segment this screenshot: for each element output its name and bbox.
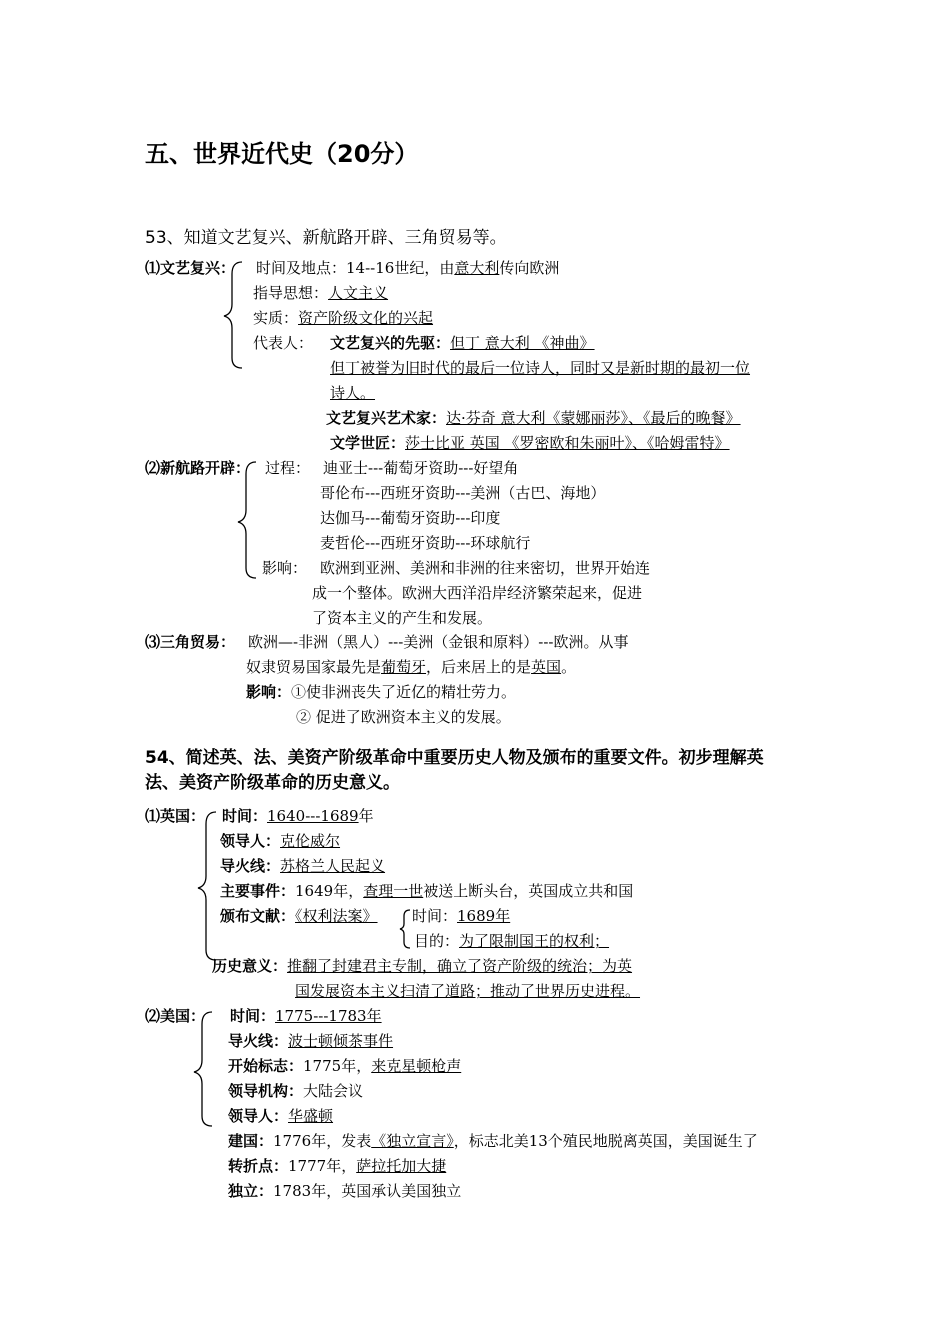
route-impact-2: 成一个整体。欧洲大西洋沿岸经济繁荣起来，促进 (312, 584, 643, 602)
england-leader: 领导人：克伦威尔 (220, 832, 341, 850)
usa-label: ⑵美国： (145, 1007, 206, 1025)
england-doc: 颁布文献：《权利法案》 (220, 907, 378, 925)
england-doc-time: 时间：1689年 (412, 907, 511, 925)
page-title: 五、世界近代史（20分） (145, 140, 419, 168)
renaissance-literature: 文学世匠：莎士比亚 英国 《罗密欧和朱丽叶》、《哈姆雷特》 (330, 434, 730, 452)
route-impact-1: 欧洲到亚洲、美洲和非洲的往来密切，世界开始连 (320, 559, 651, 577)
route-process-label: 过程： (265, 459, 311, 477)
section-54-heading-1: 54、简述英、法、美资产阶级革命中重要历史人物及颁布的重要文件。初步理解英 (145, 748, 764, 768)
route-impact-label: 影响： (262, 559, 308, 577)
route-process-2: 哥伦布---西班牙资助---美洲（古巴、海地） (320, 484, 606, 502)
triangle-label: ⑶三角贸易： (145, 633, 236, 651)
route-impact-3: 了资本主义的产生和发展。 (312, 609, 493, 627)
usa-fuse: 导火线：波士顿倾茶事件 (228, 1032, 394, 1050)
route-process-4: 麦哲伦---西班牙资助---环球航行 (320, 534, 531, 552)
england-doc-goal: 目的：为了限制国王的权利； (414, 932, 610, 950)
england-label: ⑴英国： (145, 807, 206, 825)
usa-founding: 建国：1776年，发表《独立宣言》，标志北美13个殖民地脱离英国，美国诞生了 (228, 1132, 758, 1150)
usa-time: 时间：1775---1783年 (230, 1007, 382, 1025)
renaissance-time-place: 时间及地点：14--16世纪，由意大利传向欧洲 (256, 259, 560, 277)
route-brace (242, 462, 262, 582)
route-process-3: 达伽马---葡萄牙资助---印度 (320, 509, 501, 527)
england-fuse: 导火线：苏格兰人民起义 (220, 857, 386, 875)
route-label: ⑵新航路开辟： (145, 459, 251, 477)
renaissance-pioneer: 文艺复兴的先驱：但丁 意大利 《神曲》 (330, 334, 595, 352)
renaissance-rep-label: 代表人： (253, 334, 314, 352)
triangle-line-1: 欧洲—-非洲（黑人）---美洲（金银和原料）---欧洲。从事 (248, 633, 629, 651)
usa-turning-point: 转折点：1777年，萨拉托加大捷 (228, 1157, 447, 1175)
usa-org: 领导机构：大陆会议 (228, 1082, 364, 1100)
england-event: 主要事件：1649年，查理一世被送上断头台，英国成立共和国 (220, 882, 634, 900)
renaissance-pioneer-note-2: 诗人。 (330, 384, 376, 402)
renaissance-brace (228, 262, 248, 370)
renaissance-pioneer-note-1: 但丁被誉为旧时代的最后一位诗人，同时又是新时期的最初一位 (330, 359, 751, 377)
usa-independence: 独立：1783年，英国承认美国独立 (228, 1182, 462, 1200)
section-53-heading: 53、知道文艺复兴、新航路开辟、三角贸易等。 (145, 228, 507, 248)
england-significance-2: 国发展资本主义扫清了道路；推动了世界历史进程。 (295, 982, 641, 1000)
usa-brace (198, 1012, 218, 1130)
england-significance: 历史意义：推翻了封建君主专制，确立了资产阶级的统治；为英 (212, 957, 633, 975)
renaissance-label: ⑴文艺复兴： (145, 259, 236, 277)
triangle-impact-2: ② 促进了欧洲资本主义的发展。 (296, 708, 511, 726)
section-54-heading-2: 法、美资产阶级革命的历史意义。 (145, 773, 400, 793)
england-time: 时间：1640---1689年 (222, 807, 374, 825)
renaissance-artist: 文艺复兴艺术家：达·芬奇 意大利《蒙娜丽莎》、《最后的晚餐》 (326, 409, 741, 427)
renaissance-idea: 指导思想：人文主义 (253, 284, 389, 302)
england-brace (202, 812, 222, 964)
renaissance-essence: 实质：资产阶级文化的兴起 (253, 309, 434, 327)
usa-start: 开始标志：1775年，来克星顿枪声 (228, 1057, 462, 1075)
triangle-impact: 影响：①使非洲丧失了近亿的精壮劳力。 (246, 683, 517, 701)
route-process-1: 迪亚士---葡萄牙资助---好望角 (323, 459, 519, 477)
usa-leader: 领导人：华盛顿 (228, 1107, 334, 1125)
triangle-line-2: 奴隶贸易国家最先是葡萄牙，后来居上的是英国。 (246, 658, 577, 676)
